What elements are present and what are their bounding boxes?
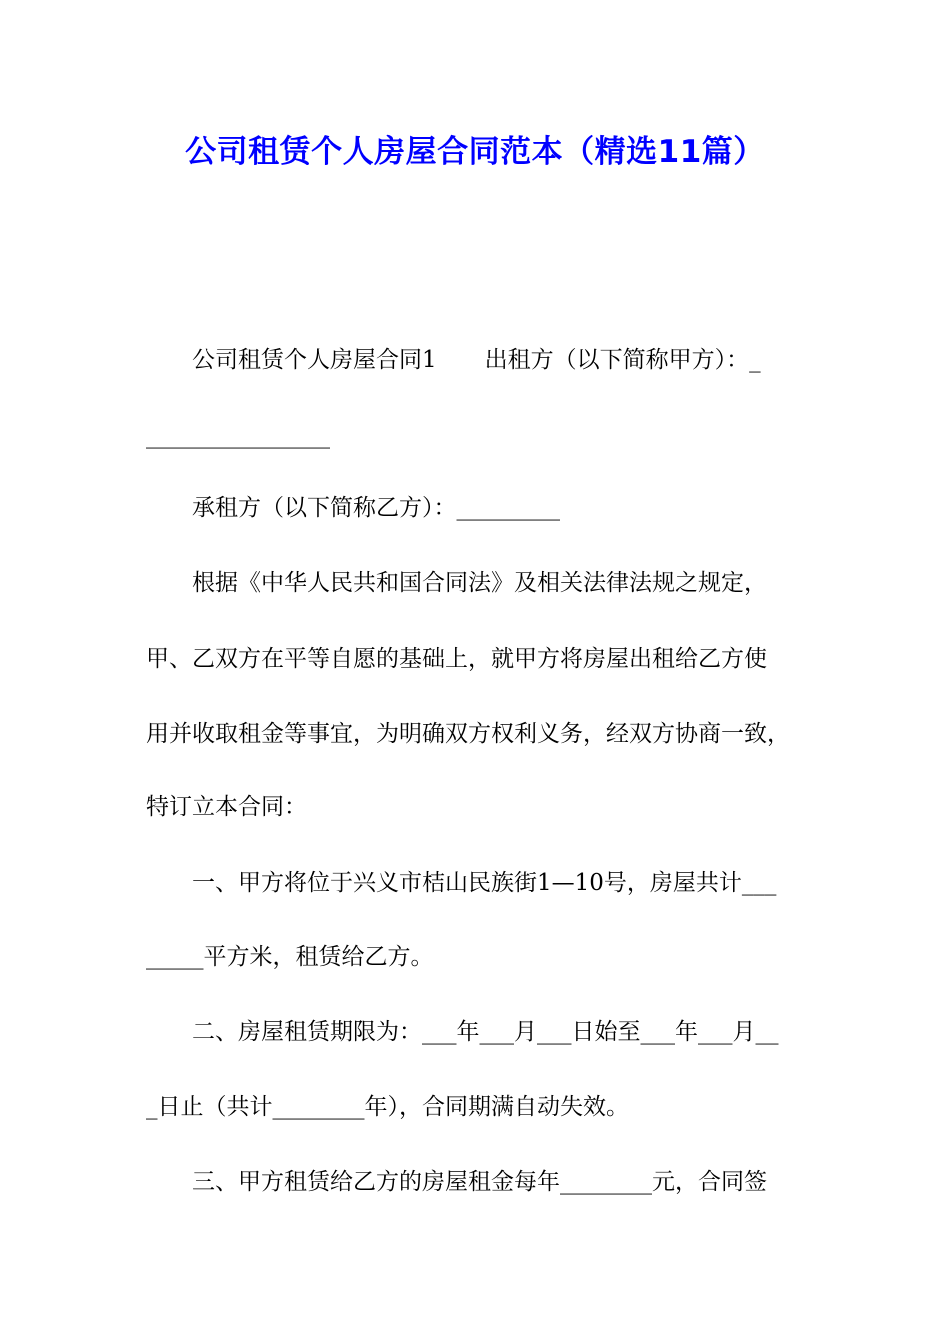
clause-two-continuation: _日止（共计________年），合同期满自动失效。 <box>146 1094 629 1120</box>
paragraph-line: 根据《中华人民共和国合同法》及相关法律法规之规定， <box>192 570 767 596</box>
document-title: 公司租赁个人房屋合同范本（精选11篇） <box>185 134 765 170</box>
paragraph-line <box>192 343 761 377</box>
clause-three-line: 三、甲方租赁给乙方的房屋租金每年________元，合同签 <box>192 1169 767 1195</box>
lessor-blank-line: ________________ <box>146 423 330 449</box>
lessor-label: 出租方（以下简称甲方）：_ <box>484 347 761 373</box>
contract-heading: 公司租赁个人房屋合同1 <box>192 347 437 373</box>
clause-two-line: 二、房屋租赁期限为：___年___月___日始至___年___月__ <box>192 1019 779 1045</box>
clause-one-line: 一、甲方将位于兴义市桔山民族街1—10号，房屋共计___ <box>192 870 777 896</box>
paragraph-line: 甲、乙双方在平等自愿的基础上，就甲方将房屋出租给乙方使 <box>146 646 767 672</box>
paragraph-line: 特订立本合同： <box>146 794 307 820</box>
lessee-line: 承租方（以下简称乙方）：_________ <box>192 495 560 521</box>
clause-one-continuation: _____平方米，租赁给乙方。 <box>146 944 434 970</box>
paragraph-line: 用并收取租金等事宜，为明确双方权利义务，经双方协商一致， <box>146 721 790 747</box>
